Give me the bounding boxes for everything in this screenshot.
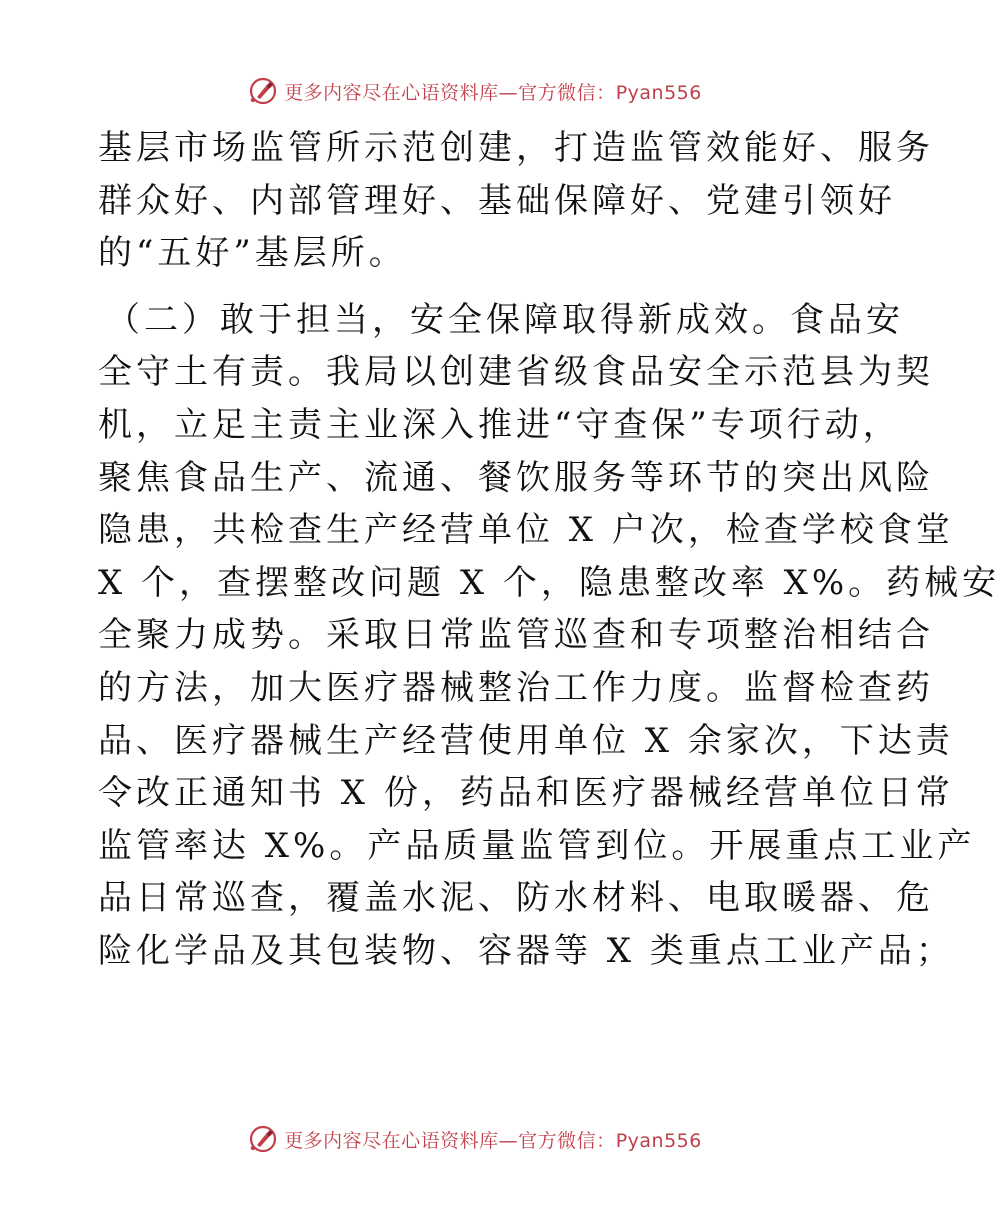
text-line: 基层市场监管所示范创建，打造监管效能好、服务 <box>98 128 934 168</box>
pen-nib-logo-icon <box>248 1124 278 1154</box>
text-line: 令改正通知书 X 份，药品和医疗器械经营单位日常 <box>98 773 954 814</box>
pen-nib-logo-icon <box>248 76 278 106</box>
watermark-dash: — <box>498 81 519 104</box>
text-line: 机，立足主责主业深入推进“守查保”专项行动， <box>98 404 901 445</box>
text-line: 全守土有责。我局以创建省级食品安全示范县为契 <box>98 352 934 393</box>
text-line: 险化学品及其包装物、容器等 X 类重点工业产品； <box>98 930 954 971</box>
watermark-wechat-id: Pyan556 <box>615 1129 702 1152</box>
document-body <box>98 122 1000 978</box>
watermark-main-text: 更多内容尽在心语资料库 <box>284 1129 499 1152</box>
text-line: 聚焦食品生产、流通、餐饮服务等环节的突出风险 <box>98 457 934 498</box>
text-line: 的“五好”基层所。 <box>98 233 407 274</box>
watermark-main-text: 更多内容尽在心语资料库 <box>284 81 499 104</box>
text-line: 群众好、内部管理好、基础保障好、党建引领好 <box>98 180 896 221</box>
text-line: 隐患，共检查生产经营单位 X 户次，检查学校食堂 <box>98 510 954 551</box>
watermark-wechat-id: Pyan556 <box>615 81 702 104</box>
watermark-text <box>284 78 702 105</box>
paragraph-gap <box>98 280 858 294</box>
text-line: （二）敢于担当，安全保障取得新成效。食品安 <box>106 299 904 340</box>
watermark-dash: — <box>498 1129 519 1152</box>
watermark-wechat-label: 官方微信： <box>518 1129 616 1152</box>
text-line: 品日常巡查，覆盖水泥、防水材料、电取暖器、危 <box>98 878 934 919</box>
watermark-text <box>284 1126 702 1153</box>
paragraph-1 <box>98 122 934 280</box>
watermark-wechat-label: 官方微信： <box>518 81 616 104</box>
text-line: X 个，查摆整改问题 X 个，隐患整改率 X%。药械安 <box>98 562 1000 603</box>
text-line: 监管率达 X%。产品质量监管到位。开展重点工业产 <box>98 825 976 866</box>
text-line: 全聚力成势。采取日常监管巡查和专项整治相结合 <box>98 615 934 656</box>
paragraph-2 <box>98 294 1000 978</box>
header-watermark <box>0 74 950 108</box>
text-line: 品、医疗器械生产经营使用单位 X 余家次，下达责 <box>98 720 954 761</box>
text-line: 的方法，加大医疗器械整治工作力度。监督检查药 <box>98 667 934 708</box>
footer-watermark <box>0 1122 950 1156</box>
